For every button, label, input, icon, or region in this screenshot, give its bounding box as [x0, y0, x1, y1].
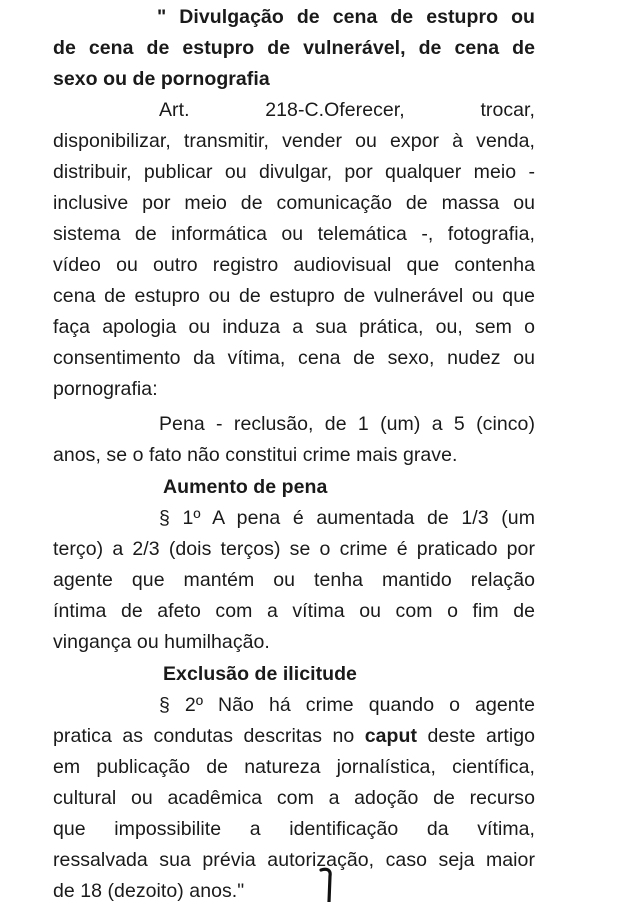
section1-line: íntima de afeto com a vítima ou com o fim de [53, 600, 535, 622]
section2-line: em publicação de natureza jornalística, científica, [53, 756, 535, 778]
section2-line [53, 721, 535, 752]
section1-line: agente que mantém ou tenha mantido relação [53, 569, 535, 591]
section2-text: pratica as condutas descritas no [53, 725, 355, 747]
penalty-line: Pena - reclusão, de 1 (um) a 5 (cinco) [159, 413, 535, 435]
article-line: vídeo ou outro registro audiovisual que contenha [53, 254, 535, 276]
section2-line: de 18 (dezoito) anos." [53, 880, 245, 902]
handwritten-mark [317, 862, 341, 902]
section2-line: cultural ou acadêmica com a adoção de recurso [53, 787, 535, 809]
article-line: cena de estupro ou de estupro de vulnerável ou que [53, 285, 535, 307]
article-line: consentimento da vítima, cena de sexo, nudez ou [53, 347, 535, 369]
title-line: de cena de estupro de vulnerável, de cena de [53, 37, 535, 59]
article-line: pornografia: [53, 378, 158, 400]
section2-line: § 2º Não há crime quando o agente [159, 694, 535, 716]
penalty-line: anos, se o fato não constitui crime mais grave. [53, 444, 458, 466]
title-line: " Divulgação de cena de estupro ou [157, 6, 535, 28]
article-line: distribuir, publicar ou divulgar, por qualquer meio - [53, 161, 535, 183]
section1-line: terço) a 2/3 (dois terços) se o crime é praticado por [53, 538, 535, 560]
section1-line: vingança ou humilhação. [53, 631, 270, 653]
article-line: faça apologia ou induza a sua prática, ou, sem o [53, 316, 535, 338]
section-heading-exclusao: Exclusão de ilicitude [163, 663, 357, 685]
article-line: sistema de informática ou telemática -, fotografia, [53, 223, 535, 245]
article-line: Art. 218-C.Oferecer, trocar, [159, 99, 535, 121]
caput-term: caput [364, 725, 418, 747]
article-line: disponibilizar, transmitir, vender ou expor à venda, [53, 130, 535, 152]
section2-line: que impossibilite a identificação da vítima, [53, 818, 535, 840]
section2-text: deste artigo [427, 725, 536, 747]
section-heading-aumento: Aumento de pena [163, 476, 328, 498]
section1-line: § 1º A pena é aumentada de 1/3 (um [159, 507, 535, 529]
section2-line: ressalvada sua prévia autorização, caso seja maior [53, 849, 535, 871]
article-line: inclusive por meio de comunicação de massa ou [53, 192, 535, 214]
title-line: sexo ou de pornografia [53, 68, 270, 90]
